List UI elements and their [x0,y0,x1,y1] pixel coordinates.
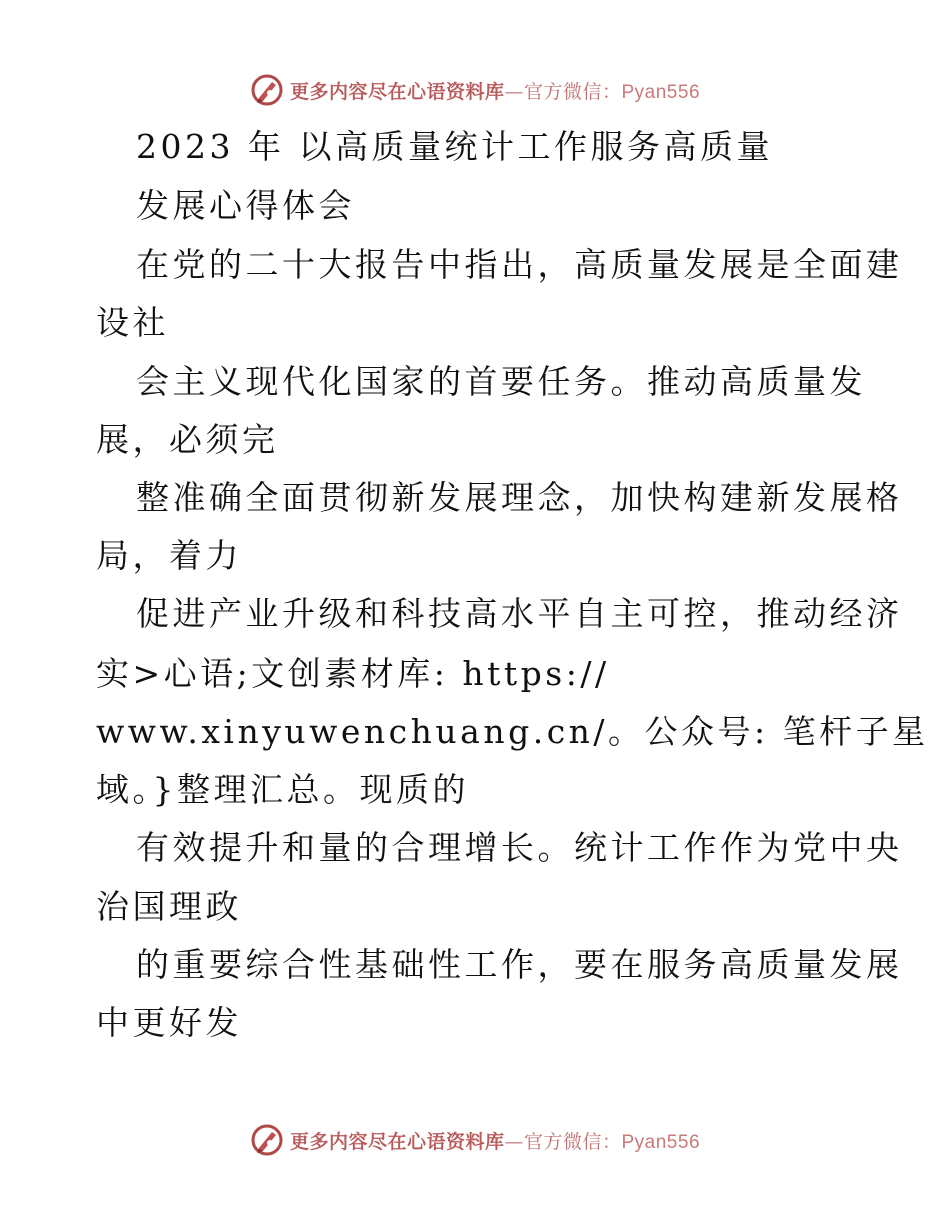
header-banner-text [290,77,700,104]
header-banner-sub: 官方微信： [523,80,622,103]
paragraph-line-link: 实>心语;文创素材库: https:// [96,654,610,693]
paragraph-line-link: www.xinyuwenchuang.cn/。公众号: 笔杆子星 [96,712,929,751]
paragraph-line: 设社 [96,303,169,342]
footer-banner-separator: — [504,1130,524,1153]
paragraph-line: 中更好发 [96,1003,242,1042]
paragraph-line: 会主义现代化国家的首要任务。推动高质量发 [136,362,866,401]
header-banner [0,70,950,110]
paragraph-line: 促进产业升级和科技高水平自主可控，推动经济 [136,594,903,633]
footer-banner-inner [250,1123,700,1157]
paragraph-line: 域。}整理汇总。现质的 [96,770,469,809]
paragraph-line: 整准确全面贯彻新发展理念，加快构建新发展格 [136,478,903,517]
paragraph-line: 在党的二十大报告中指出，高质量发展是全面建 [136,245,903,284]
title-line-1: 2023 年 以高质量统计工作服务高质量 [136,127,773,166]
paragraph-line: 治国理政 [96,887,242,926]
header-banner-inner [250,73,700,107]
footer-banner-text [290,1127,700,1154]
paragraph-line: 有效提升和量的合理增长。统计工作作为党中央 [136,828,903,867]
header-banner-separator: — [504,80,524,103]
paragraph-line: 展，必须完 [96,420,279,459]
footer-banner-sub: 官方微信： [523,1130,622,1153]
header-banner-handle: Pyan556 [621,81,701,103]
pen-logo-icon [250,1123,284,1157]
footer-banner-handle: Pyan556 [621,1131,701,1153]
title-line-2: 发展心得体会 [136,186,355,225]
pen-logo-icon [250,73,284,107]
footer-banner [0,1120,950,1160]
footer-banner-main: 更多内容尽在心语资料库 [289,1130,505,1153]
paragraph-line: 的重要综合性基础性工作，要在服务高质量发展 [136,945,903,984]
header-banner-main: 更多内容尽在心语资料库 [289,80,505,103]
paragraph-line: 局，着力 [96,536,242,575]
